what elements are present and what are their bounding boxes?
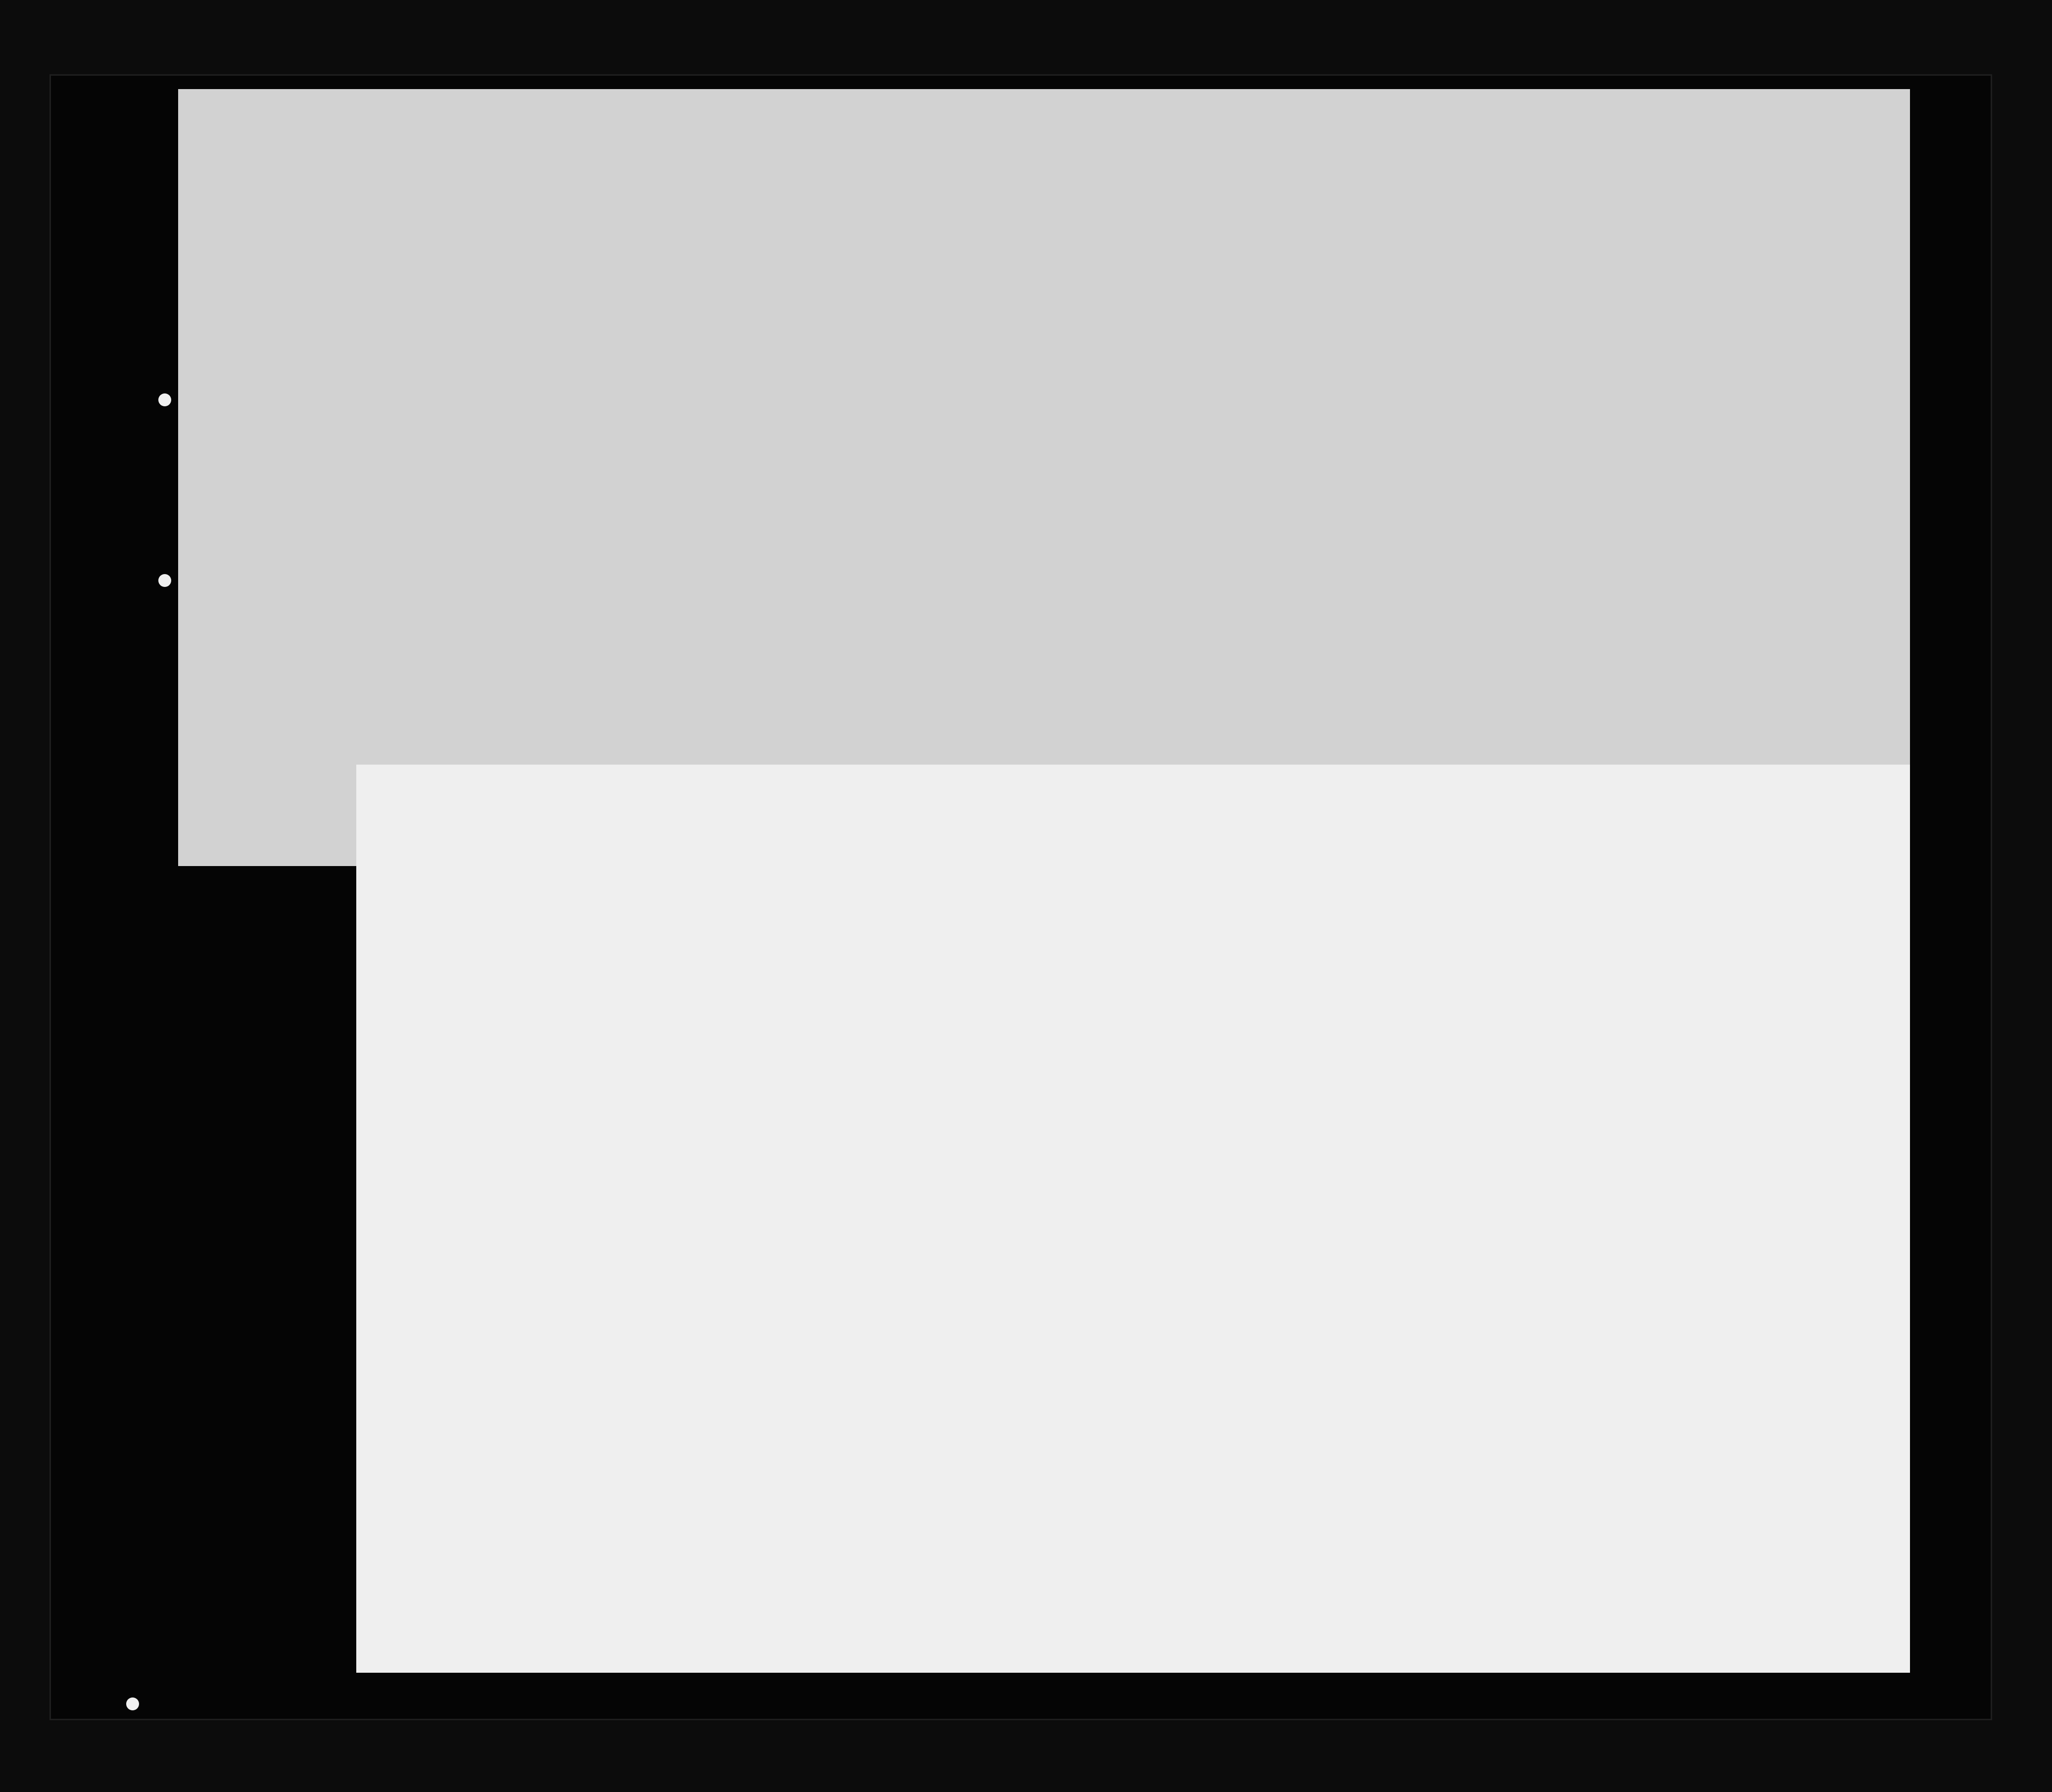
crew-manifest-sheet: [178, 89, 1910, 866]
front-page: [356, 765, 1910, 1673]
punch-hole: [158, 393, 171, 406]
crew-manifest-rotated: [178, 89, 1910, 866]
punch-hole: [158, 574, 171, 587]
punch-hole: [126, 1697, 139, 1710]
